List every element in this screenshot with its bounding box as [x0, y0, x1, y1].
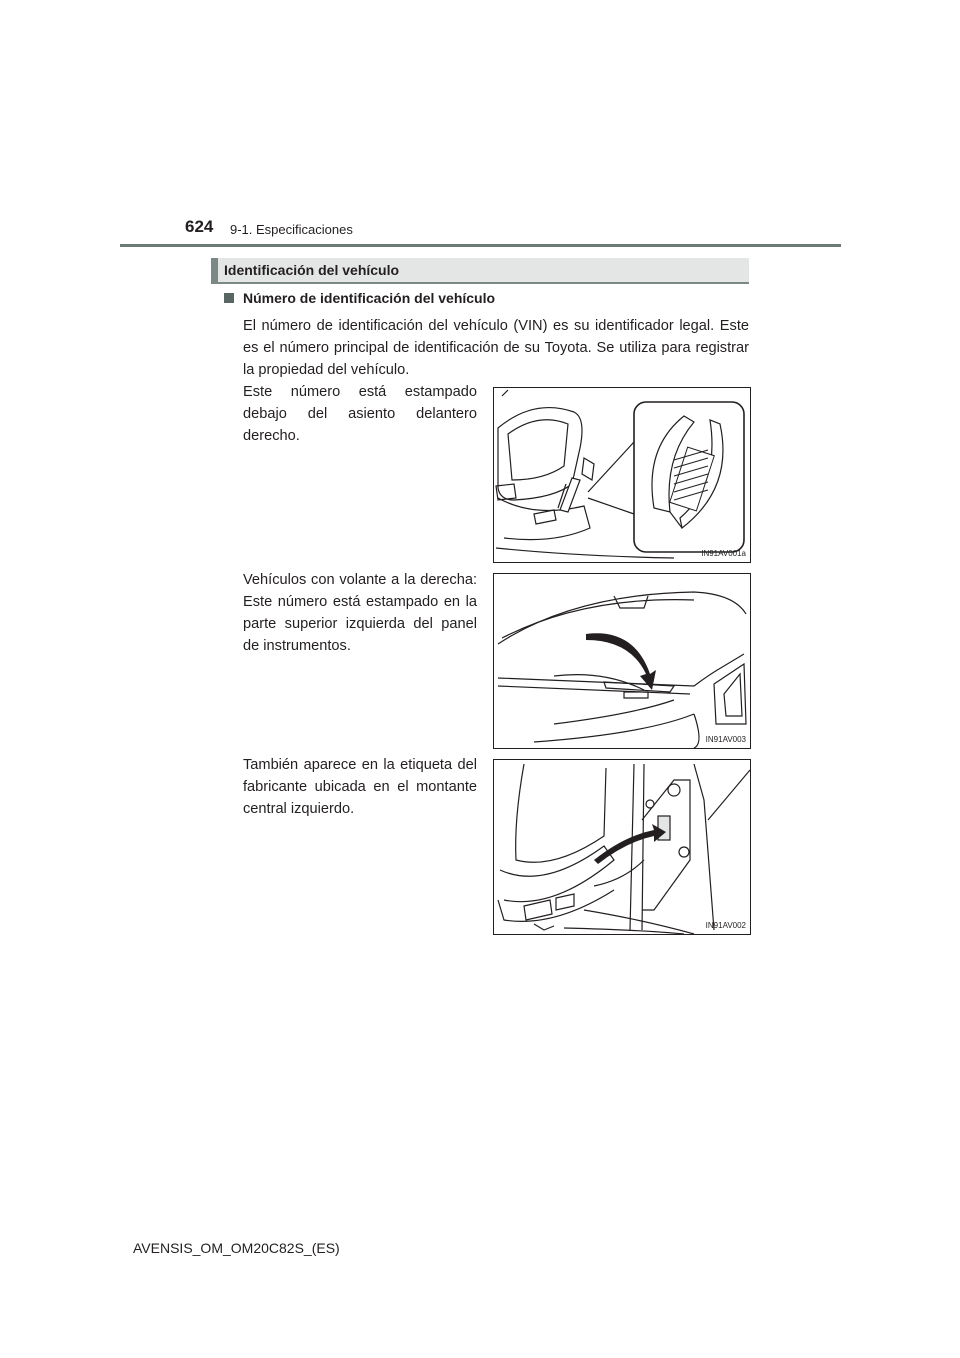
section-title: Identificación del vehículo	[224, 262, 400, 278]
seat-paragraph: Este número está estampado debajo del asiento delantero derecho.	[243, 384, 477, 444]
section-header: 9-1. Especificaciones	[230, 222, 353, 237]
figure-code: IN91AV002	[705, 921, 746, 930]
figure-pillar-label	[493, 759, 751, 935]
arrow-icon	[594, 824, 666, 864]
header-rule	[120, 244, 841, 247]
figure-code: IN91AV001a	[701, 549, 746, 558]
pillar-paragraph: También aparece en la etiqueta del fabricante ubicada en el montante central izquierdo.	[243, 757, 477, 817]
page-number: 624	[185, 217, 214, 236]
square-bullet-icon	[224, 293, 234, 303]
figure-seat-vin	[493, 387, 751, 563]
intro-paragraph: El número de identificación del vehículo (VIN) es su identificador legal. Este es el número principal de identificación de su Toyota. Se utiliza para registrar la propiedad del vehículo.	[243, 318, 749, 378]
section-title-bar	[211, 258, 749, 284]
subsection-heading	[224, 290, 495, 306]
dashboard-paragraph: Vehículos con volante a la derecha: Este número está estampado en la parte superior izquierda del panel de instrumentos.	[243, 572, 477, 654]
seat-illustration	[494, 388, 750, 562]
subsection-title: Número de identificación del vehículo	[243, 290, 496, 306]
footer-doc-code: AVENSIS_OM_OM20C82S_(ES)	[133, 1240, 340, 1256]
figure-code: IN91AV003	[705, 735, 746, 744]
pillar-illustration	[494, 760, 750, 934]
section-accent	[211, 258, 218, 284]
figure-dashboard-vin	[493, 573, 751, 749]
dashboard-illustration	[494, 574, 750, 748]
